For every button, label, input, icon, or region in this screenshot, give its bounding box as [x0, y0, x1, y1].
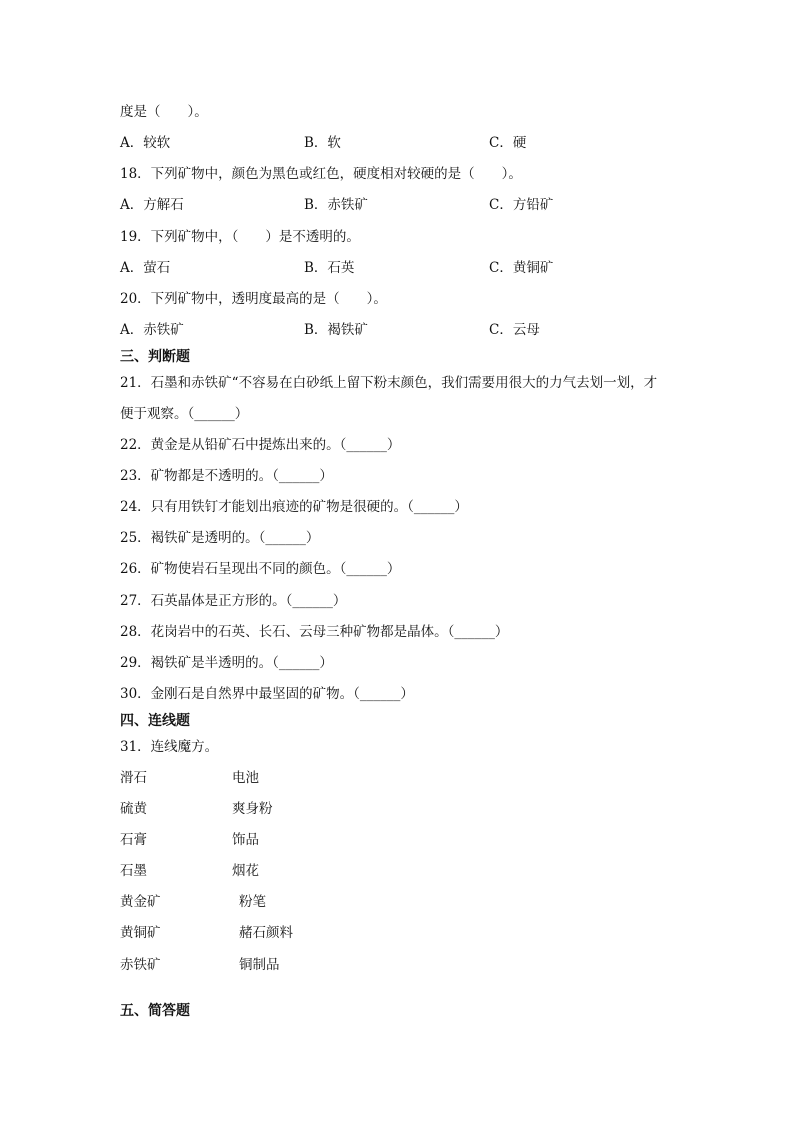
- match-left-item: 硫黄: [120, 801, 147, 817]
- q20-option-b: B．褐铁矿: [304, 322, 368, 338]
- q18-option-c: C．方铅矿: [489, 197, 554, 213]
- match-right-item: 饰品: [232, 832, 259, 848]
- judge-item-21-cont: 便于观察。（______）: [120, 406, 249, 422]
- match-right-item: 赭石颜料: [239, 925, 293, 941]
- match-left-item: 滑石: [120, 770, 147, 786]
- q19-stem: 19．下列矿物中，（ ）是不透明的。: [120, 229, 360, 245]
- q19-option-b: B．石英: [304, 260, 355, 276]
- q17-stem-tail: 度是（ ）。: [120, 104, 208, 120]
- section-4-heading: 四、连线题: [120, 713, 190, 729]
- judge-item-25: 25．褐铁矿是透明的。（______）: [120, 530, 320, 546]
- match-right-item: 电池: [232, 770, 259, 786]
- q19-option-a: A．萤石: [120, 260, 171, 276]
- q17-option-a: A．较软: [120, 135, 171, 151]
- judge-item-28: 28．花岗岩中的石英、长石、云母三种矿物都是晶体。（______）: [120, 624, 509, 640]
- judge-item-24: 24．只有用铁钉才能划出痕迹的矿物是很硬的。（______）: [120, 499, 468, 515]
- match-left-item: 黄金矿: [120, 894, 161, 910]
- match-left-item: 黄铜矿: [120, 925, 161, 941]
- match-left-item: 石膏: [120, 832, 147, 848]
- match-right-item: 爽身粉: [232, 801, 273, 817]
- match-right-item: 烟花: [232, 863, 259, 879]
- judge-item-21: 21．石墨和赤铁矿“不容易在白砂纸上留下粉末颜色，我们需要用很大的力气去划一划，才: [120, 375, 658, 391]
- q18-option-b: B．赤铁矿: [304, 197, 368, 213]
- q17-option-b: B．软: [304, 135, 341, 151]
- q17-option-c: C．硬: [489, 135, 527, 151]
- judge-item-30: 30．金刚石是自然界中最坚固的矿物。（______）: [120, 686, 414, 702]
- section-3-heading: 三、判断题: [120, 349, 190, 365]
- judge-item-27: 27．石英晶体是正方形的。（______）: [120, 593, 347, 609]
- judge-item-26: 26．矿物使岩石呈现出不同的颜色。（______）: [120, 561, 401, 577]
- section-5-heading: 五、简答题: [120, 1003, 190, 1019]
- match-question: 31．连线魔方。: [120, 739, 219, 755]
- match-right-item: 粉笔: [239, 894, 266, 910]
- judge-item-23: 23．矿物都是不透明的。（______）: [120, 468, 333, 484]
- match-left-item: 赤铁矿: [120, 957, 161, 973]
- q20-stem: 20．下列矿物中，透明度最高的是（ ）。: [120, 291, 387, 307]
- q18-option-a: A．方解石: [120, 197, 184, 213]
- q20-option-c: C．云母: [489, 322, 540, 338]
- match-right-item: 铜制品: [239, 957, 280, 973]
- judge-item-29: 29．褐铁矿是半透明的。（______）: [120, 655, 333, 671]
- q18-stem: 18．下列矿物中，颜色为黑色或红色，硬度相对较硬的是（ ）。: [120, 166, 522, 182]
- judge-item-22: 22．黄金是从铅矿石中提炼出来的。（______）: [120, 437, 401, 453]
- q19-option-c: C．黄铜矿: [489, 260, 554, 276]
- q20-option-a: A．赤铁矿: [120, 322, 184, 338]
- match-left-item: 石墨: [120, 863, 147, 879]
